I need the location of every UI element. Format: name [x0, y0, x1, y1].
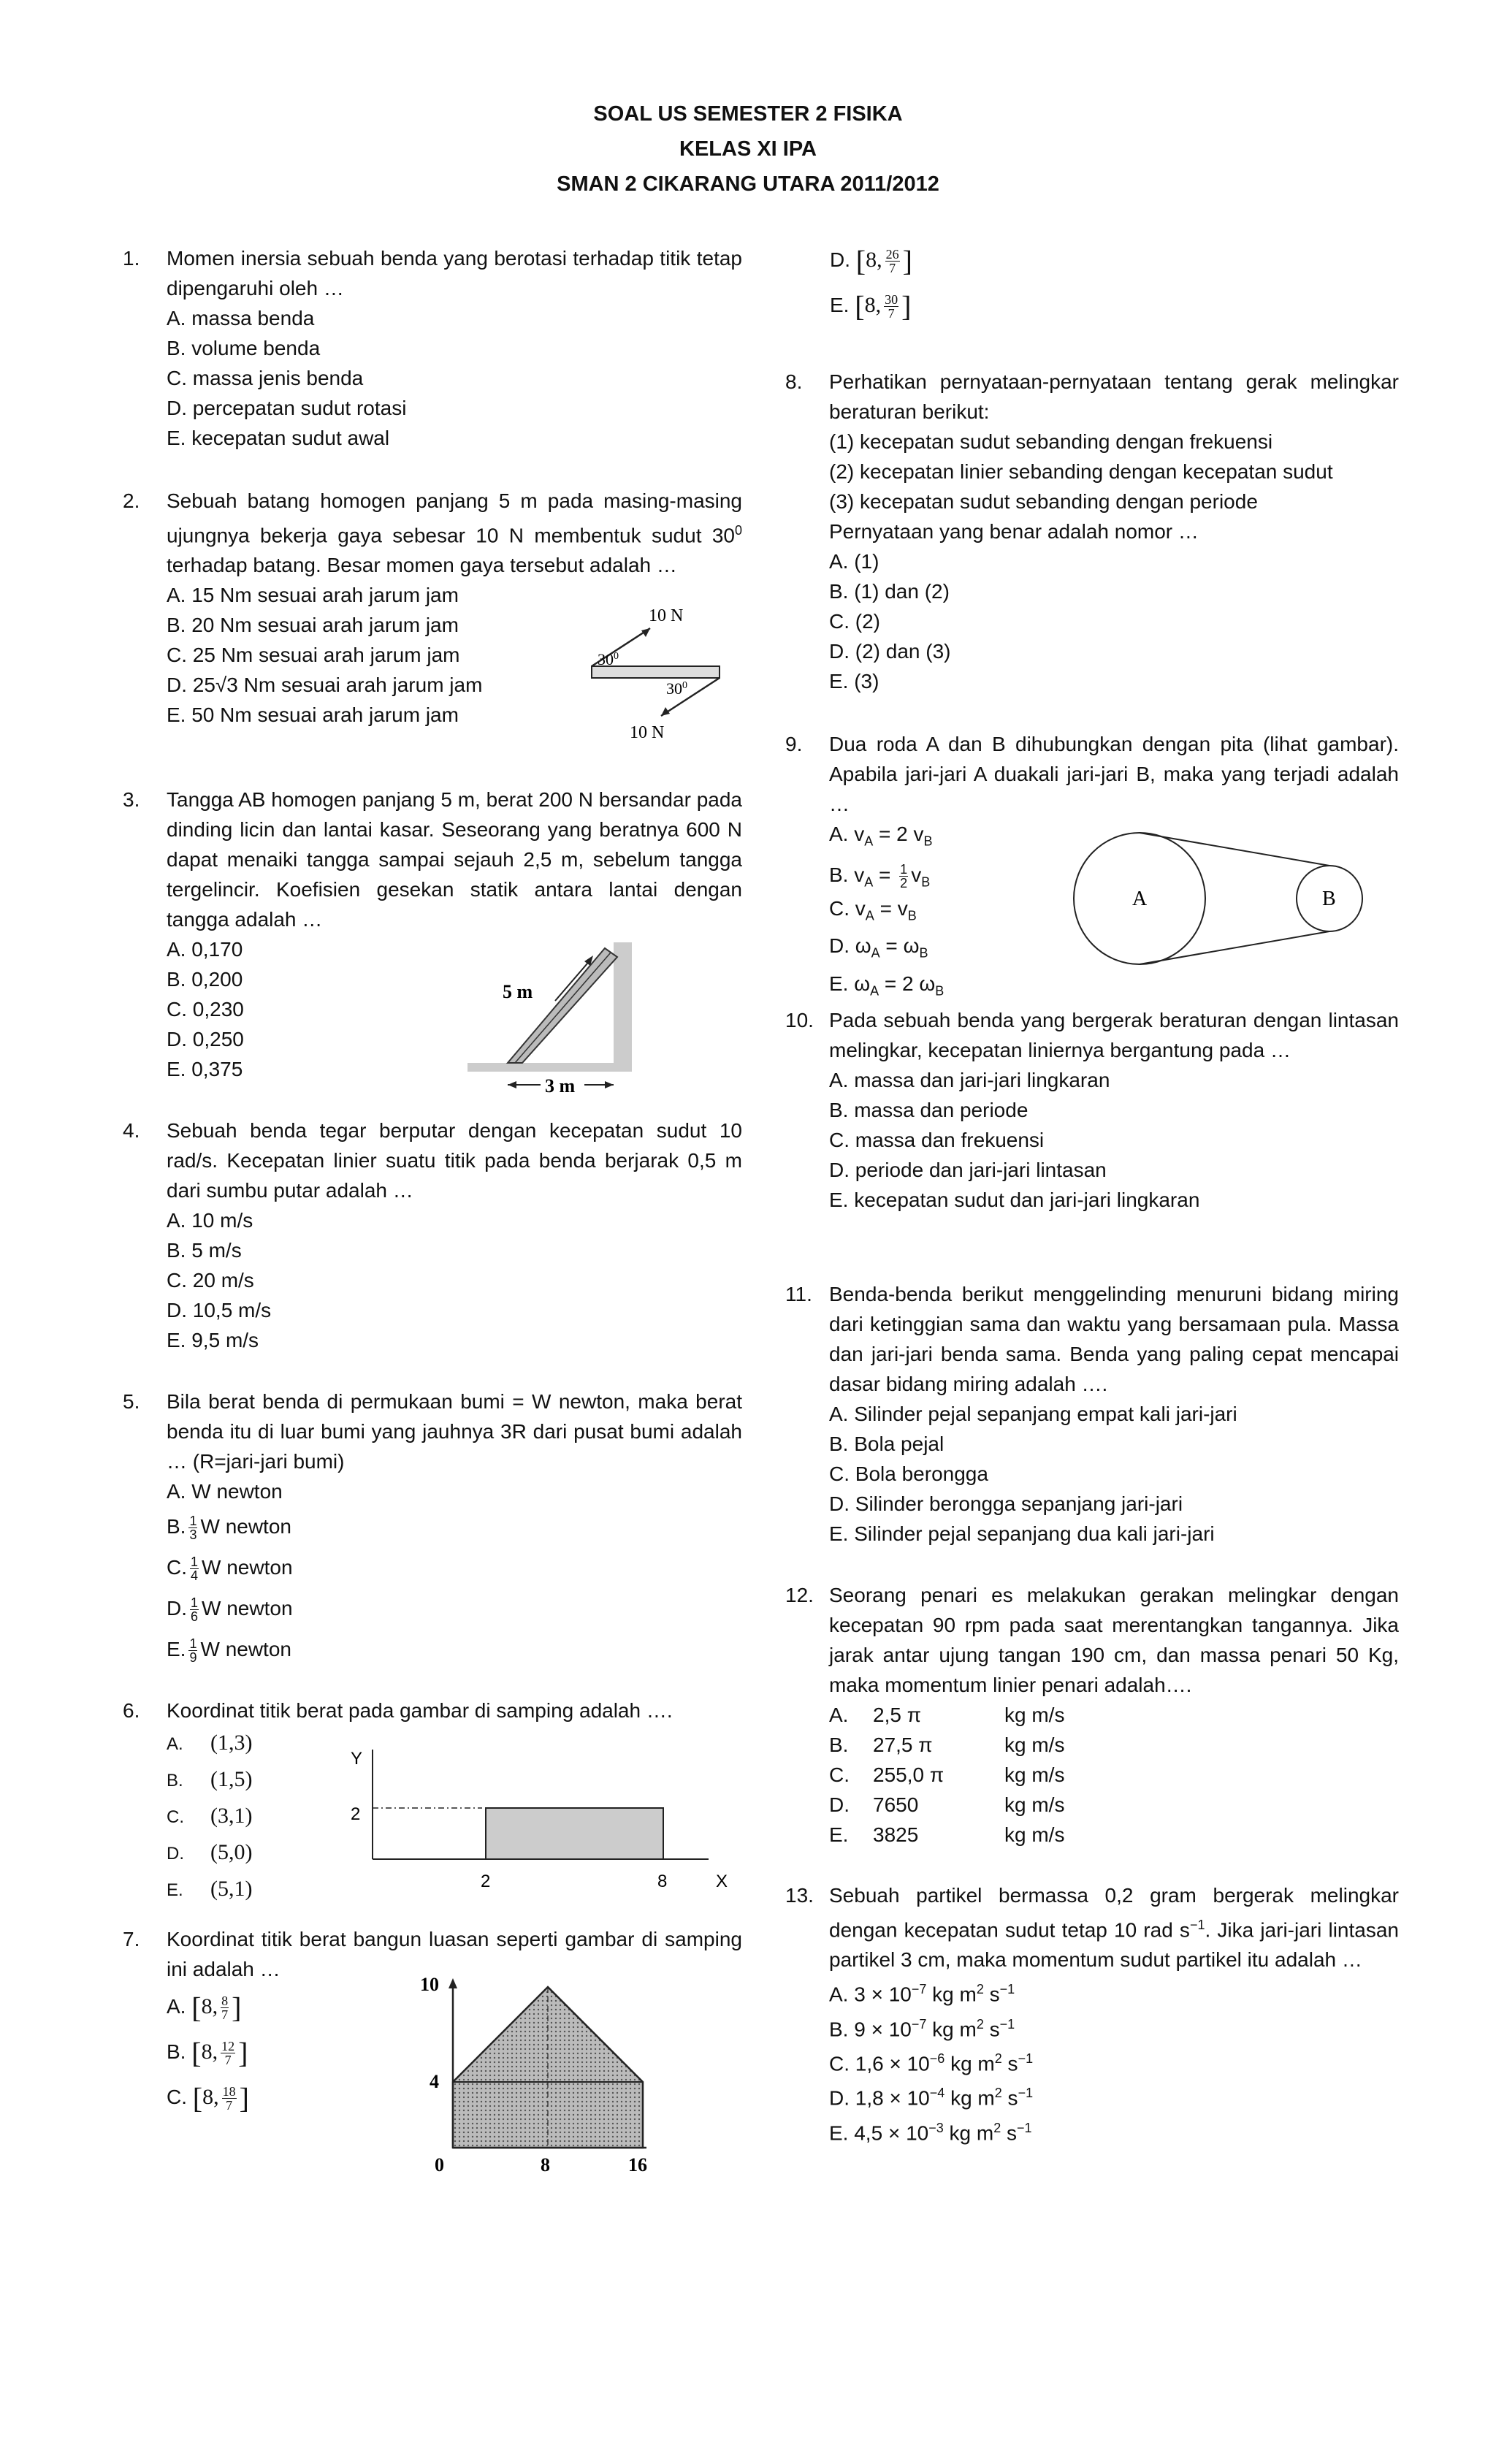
- option-e: E. [8, $\frac{30}{7}$ ]: [830, 289, 912, 323]
- option-d: D. 10,5 m/s: [167, 1299, 272, 1321]
- option-e: E. (3): [829, 670, 879, 693]
- force-label-top: 10 N: [649, 606, 684, 625]
- question-prompt: Pernyataan yang benar adalah nomor …: [829, 520, 1199, 543]
- option-e: E. $\frac{1}{9}$ W newton: [167, 1636, 291, 1666]
- question-number: 10.: [785, 1009, 814, 1031]
- option-e: E. 0,375: [167, 1058, 243, 1080]
- angle-label-right: $30^0$: [666, 679, 687, 698]
- figure-composite-shape: [409, 1972, 672, 2177]
- question-text: Sebuah benda tegar berputar dengan kecepatan sudut 10 rad/s. Kecepatan linier suatu titik pada benda berjarak 0,5 m dari sumbu putar adalah …: [167, 1119, 742, 1202]
- option-d: D. percepatan sudut rotasi: [167, 397, 407, 419]
- y-axis-arrow-icon: [449, 1978, 457, 1988]
- option-a: A. massa benda: [167, 307, 315, 329]
- ladder-base-label: 3 m: [545, 1075, 576, 1096]
- question-number: 13.: [785, 1884, 814, 1907]
- option-c: C. [8, $\frac{18}{7}$ ]: [167, 2081, 249, 2115]
- option-b: B. [8, $\frac{12}{7}$ ]: [167, 2036, 248, 2070]
- statement-3: (3) kecepatan sudut sebanding dengan periode: [829, 490, 1258, 513]
- question-text: Momen inersia sebuah benda yang berotasi terhadap titik tetap dipengaruhi oleh …: [167, 247, 742, 300]
- question-text: Sebuah partikel bermassa 0,2 gram bergerak melingkar dengan kecepatan sudut tetap 10 rad $s^{-1}$. Jika jari-jari lintasan partikel 3 cm, maka momentum sudut partikel itu adalah …: [829, 1884, 1399, 1972]
- y-label-4: 4: [430, 2071, 439, 2092]
- question-text: Perhatikan pernyataan-pernyataan tentang gerak melingkar beraturan berikut:: [829, 370, 1399, 423]
- option-b: B. (1,5): [167, 1767, 253, 1791]
- option-d: D. 25√3 Nm sesuai arah jarum jam: [167, 674, 483, 697]
- option-d: D. $\frac{1}{6}$ W newton: [167, 1595, 293, 1625]
- question-text: Sebuah batang homogen panjang 5 m pada masing-masing ujungnya bekerja gaya sebesar 10 N membentuk sudut $30^0$ terhadap batang. Besar momen gaya tersebut adalah …: [167, 489, 742, 577]
- option-a: A. $v_A = 2$ $v_B$: [829, 823, 933, 849]
- x-label-8: 8: [541, 2154, 550, 2175]
- option-d: D. $\omega_A = \omega_B$: [829, 934, 928, 961]
- option-b: B. 0,200: [167, 968, 243, 991]
- option-e: E. $\omega_A = 2$ $\omega_B$: [829, 972, 944, 999]
- question-text: Koordinat titik berat pada gambar di samping adalah ….: [167, 1699, 673, 1722]
- option-d: D. $1,8 \times 10^{-4}$ kg $m^2$ $s^{-1}$: [829, 2086, 1034, 2110]
- option-e: E. kecepatan sudut dan jari-jari lingkaran: [829, 1189, 1200, 1211]
- option-c: C. Bola berongga: [829, 1462, 988, 1485]
- option-a: A. $3 \times 10^{-7}$ kg $m^2$ $s^{-1}$: [829, 1982, 1015, 2006]
- option-a: A. Silinder pejal sepanjang empat kali jari-jari: [829, 1403, 1237, 1425]
- option-e: E. Silinder pejal sepanjang dua kali jari-jari: [829, 1522, 1215, 1545]
- ladder-shape: [508, 948, 617, 1063]
- question-number: 9.: [785, 733, 803, 755]
- question-number: 12.: [785, 1584, 814, 1606]
- option-a: A. (1,3): [167, 1731, 253, 1755]
- option-c: C. 0,230: [167, 998, 244, 1021]
- figure-bar-forces: [562, 599, 730, 745]
- option-c: C. $v_A = v_B$: [829, 896, 917, 923]
- figure-centroid-graph: [336, 1742, 745, 1888]
- y-tick-label: 2: [351, 1804, 361, 1824]
- question-text: Tangga AB homogen panjang 5 m, berat 200 N bersandar pada dinding licin dan lantai kasar. Seseorang yang beratnya 600 N dapat menaiki tangga sampai sejauh 2,5 m, sebelum tangga tergelincir. Koefisien gesekan statik antara lantai dengan tangga adalah …: [167, 788, 742, 931]
- header-title-school: SMAN 2 CIKARANG UTARA 2011/2012: [557, 172, 939, 196]
- option-b: B. $\frac{1}{3}$ W newton: [167, 1514, 291, 1543]
- question-text: Koordinat titik berat bangun luasan seperti gambar di samping ini adalah …: [167, 1928, 742, 1980]
- option-a: A. W newton: [167, 1480, 283, 1503]
- y-axis-label: Y: [351, 1749, 363, 1769]
- question-number: 5.: [123, 1390, 140, 1413]
- option-c: C. massa jenis benda: [167, 367, 364, 389]
- angle-label-left: $30^0$: [598, 650, 619, 668]
- option-b: B. 20 Nm sesuai arah jarum jam: [167, 614, 459, 637]
- option-d: D. (5,0): [167, 1840, 253, 1864]
- question-number: 7.: [123, 1928, 140, 1950]
- option-d: D. 7650 kg m/s: [829, 1793, 1065, 1816]
- option-e: E. kecepatan sudut awal: [167, 427, 390, 449]
- option-e: E. 9,5 m/s: [167, 1329, 259, 1351]
- option-d: D. 0,250: [167, 1028, 244, 1050]
- figure-wheels: [1066, 829, 1402, 968]
- question-number: 8.: [785, 370, 803, 393]
- option-a: A. 10 m/s: [167, 1209, 253, 1232]
- option-e: E. (5,1): [167, 1877, 253, 1901]
- question-number: 2.: [123, 489, 140, 512]
- option-a: A. 0,170: [167, 938, 243, 961]
- question-text: Pada sebuah benda yang bergerak beraturan dengan lintasan melingkar, kecepatan liniernya bergantung pada …: [829, 1009, 1399, 1061]
- wall-shape: [614, 942, 632, 1063]
- option-b: B. volume benda: [167, 337, 321, 359]
- figure-ladder: [468, 942, 636, 1103]
- statement-1: (1) kecepatan sudut sebanding dengan frekuensi: [829, 430, 1273, 453]
- question-text: Bila berat benda di permukaan bumi = W newton, maka berat benda itu di luar bumi yang jauhnya 3R dari pusat bumi adalah … (R=jari-jari bumi): [167, 1390, 742, 1473]
- force-label-bottom: 10 N: [630, 723, 665, 742]
- floor-shape: [468, 1063, 632, 1072]
- option-b: B. 27,5 π kg m/s: [829, 1733, 1065, 1756]
- option-a: A. 2,5 π kg m/s: [829, 1704, 1065, 1726]
- option-e: E. 50 Nm sesuai arah jarum jam: [167, 703, 459, 727]
- option-c: C. (2): [829, 610, 880, 633]
- option-a: A. 15 Nm sesuai arah jarum jam: [167, 584, 459, 607]
- header-title-subject: SOAL US SEMESTER 2 FISIKA: [593, 102, 903, 126]
- shaded-rect: [486, 1808, 663, 1859]
- option-c: C. massa dan frekuensi: [829, 1129, 1045, 1151]
- x-axis-label: X: [716, 1872, 728, 1888]
- wheel-a-label: A: [1132, 888, 1148, 910]
- option-b: B. $9 \times 10^{-7}$ kg $m^2$ $s^{-1}$: [829, 2016, 1015, 2040]
- option-b: B. (1) dan (2): [829, 580, 950, 603]
- x-label-16: 16: [628, 2154, 647, 2175]
- statement-2: (2) kecepatan linier sebanding dengan kecepatan sudut: [829, 460, 1333, 483]
- option-c: C. $1,6 \times 10^{-6}$ kg $m^2$ $s^{-1}$: [829, 2051, 1034, 2075]
- option-e: E. 3825 kg m/s: [829, 1823, 1065, 1846]
- option-d: D. periode dan jari-jari lintasan: [829, 1159, 1107, 1181]
- option-b: B. massa dan periode: [829, 1099, 1028, 1121]
- question-7-continued: [830, 237, 1122, 328]
- option-b: B. Bola pejal: [829, 1433, 944, 1455]
- ladder-length-label: 5 m: [503, 981, 533, 1002]
- option-b: B. 5 m/s: [167, 1239, 242, 1262]
- option-c: C. $\frac{1}{4}$ W newton: [167, 1555, 293, 1584]
- question-number: 4.: [123, 1119, 140, 1142]
- wheel-b-label: B: [1322, 888, 1336, 910]
- question-number: 6.: [123, 1699, 140, 1722]
- question-text: Dua roda A dan B dihubungkan dengan pita (lihat gambar). Apabila jari-jari A duakali jari-jari B, maka yang terjadi adalah …: [829, 733, 1399, 815]
- option-a: A. [8, $\frac{8}{7}$ ]: [167, 1991, 242, 2024]
- option-a: A. (1): [829, 550, 879, 573]
- question-number: 11.: [785, 1283, 812, 1305]
- y-label-10: 10: [420, 1974, 439, 1995]
- option-c: C. 25 Nm sesuai arah jarum jam: [167, 644, 460, 667]
- question-text: Benda-benda berikut menggelinding menuruni bidang miring dari ketinggian sama dan waktu yang bersamaan pula. Massa dan jari-jari benda sama. Benda yang paling cepat mencapai dasar bidang miring adalah ….: [829, 1283, 1399, 1395]
- option-c: C. (3,1): [167, 1804, 253, 1828]
- option-e: E. $4,5 \times 10^{-3}$ kg $m^2$ $s^{-1}$: [829, 2120, 1032, 2144]
- option-d: D. [8, $\frac{26}{7}$ ]: [830, 244, 912, 278]
- header-title-class: KELAS XI IPA: [679, 137, 817, 161]
- option-c: C. 20 m/s: [167, 1269, 254, 1292]
- option-d: D. (2) dan (3): [829, 640, 951, 663]
- x-tick-label-1: 2: [481, 1872, 491, 1888]
- x-label-0: 0: [435, 2154, 444, 2175]
- question-number: 1.: [123, 247, 140, 270]
- option-a: A. massa dan jari-jari lingkaran: [829, 1069, 1110, 1091]
- question-number: 3.: [123, 788, 140, 811]
- option-d: D. Silinder berongga sepanjang jari-jari: [829, 1492, 1183, 1515]
- option-c: C. 255,0 π kg m/s: [829, 1763, 1065, 1786]
- question-text: Seorang penari es melakukan gerakan melingkar dengan kecepatan 90 rpm pada saat merentangkan tangannya. Jika jarak antar ujung tangan 190 cm, dan massa penari 50 Kg, maka momentum linier penari adalah….: [829, 1584, 1399, 1696]
- x-tick-label-2: 8: [657, 1872, 668, 1888]
- option-b: B. $v_A$ = $\frac{1}{2}$ $v_B$: [829, 861, 931, 890]
